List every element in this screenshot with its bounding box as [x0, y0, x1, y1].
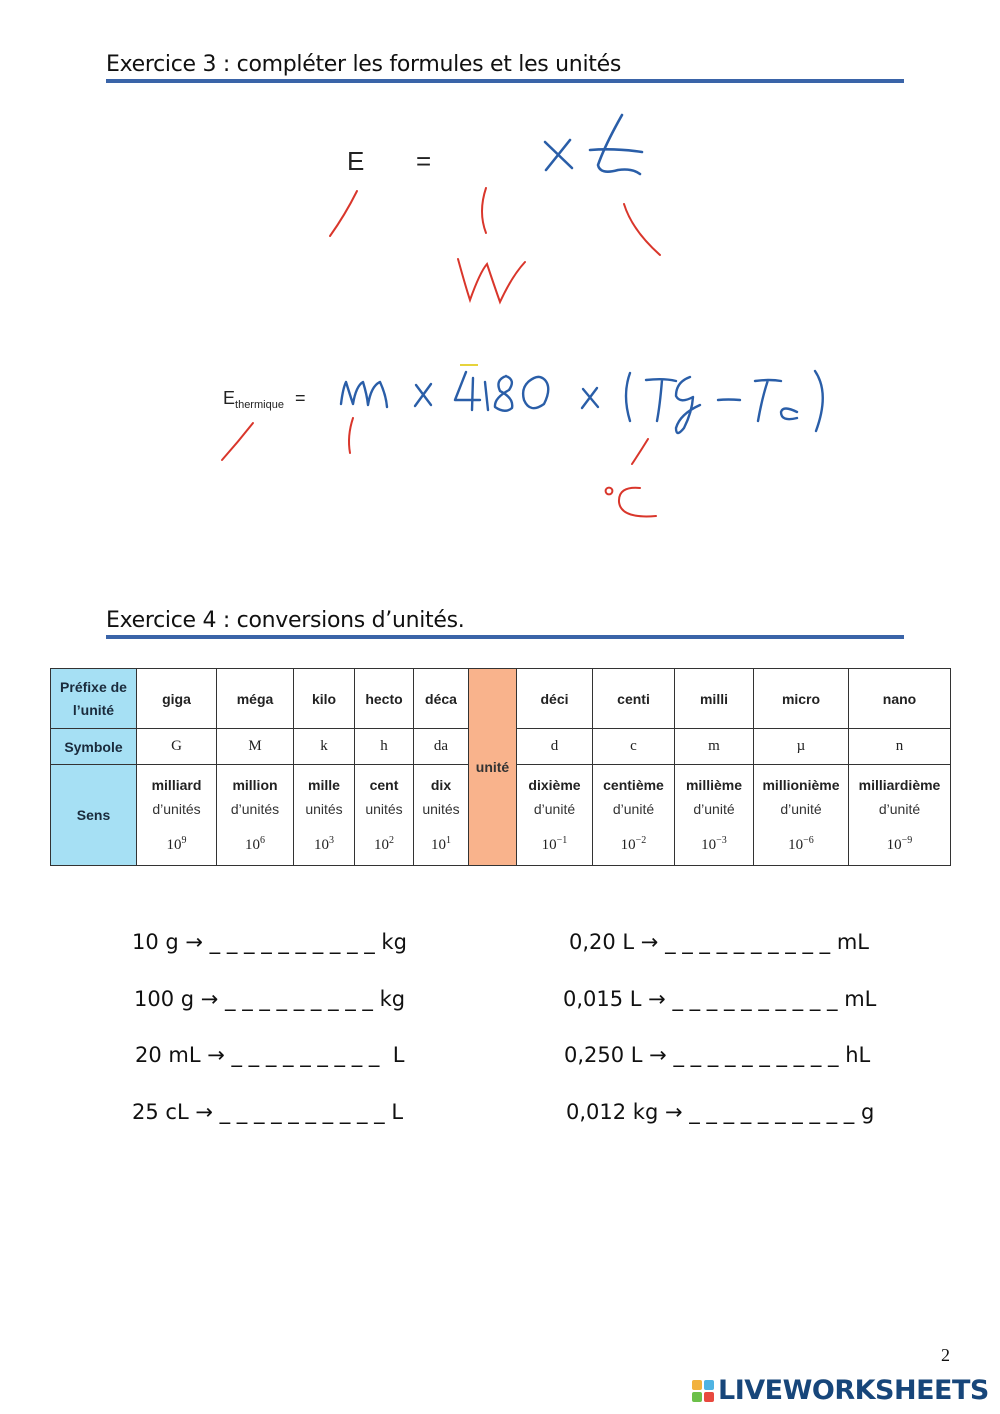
prefix-cell: giga — [137, 669, 217, 729]
sens-cell: dixième d’unité $10^{-1}$ — [517, 765, 593, 866]
page-number: 2 — [941, 1345, 950, 1365]
sens-cell: mille unités $10^3$ — [294, 765, 355, 866]
conversion-item: 10 g → _ _ _ _ _ _ _ _ _ _ kg — [132, 930, 407, 954]
prefix-cell: centi — [593, 669, 675, 729]
conversion-item: 0,015 L → _ _ _ _ _ _ _ _ _ _ mL — [563, 987, 877, 1011]
conversion-item: 0,250 L → _ _ _ _ _ _ _ _ _ _ hL — [564, 1043, 871, 1067]
handwritten-annotations — [0, 0, 1000, 600]
handwriting-red-units — [222, 188, 660, 516]
sens-cell: milliardième d’unité $10^{-9}$ — [849, 765, 951, 866]
row-header-symbol: Symbole — [51, 729, 137, 765]
sens-cell: million d’unités $10^6$ — [217, 765, 294, 866]
exercise3-title: Exercice 3 : compléter les formules et les unités — [106, 52, 621, 77]
row-header-sens: Sens — [51, 765, 137, 866]
exercise3-heading — [106, 52, 904, 83]
conversion-item: 0,012 kg → _ _ _ _ _ _ _ _ _ _ g — [566, 1100, 875, 1124]
symbol-cell: d — [517, 729, 593, 765]
liveworksheets-icon — [692, 1380, 714, 1402]
symbol-cell: k — [294, 729, 355, 765]
symbol-cell: G — [137, 729, 217, 765]
sens-cell: dix unités $10^1$ — [414, 765, 469, 866]
conversion-item: 25 cL → _ _ _ _ _ _ _ _ _ _ L — [132, 1100, 404, 1124]
formula1-lhs: E — [347, 146, 365, 176]
prefix-cell: nano — [849, 669, 951, 729]
row-header-prefix: Préfixe de l’unité — [51, 669, 137, 729]
brand-logo — [692, 1375, 989, 1406]
sens-cell: cent unités $10^2$ — [355, 765, 414, 866]
conversion-item: 20 mL → _ _ _ _ _ _ _ _ _ L — [135, 1043, 405, 1067]
sens-cell: millième d’unité $10^{-3}$ — [675, 765, 754, 866]
prefix-cell: déca — [414, 669, 469, 729]
handwriting-times-t — [545, 115, 642, 174]
symbol-cell: µ — [754, 729, 849, 765]
symbol-cell: h — [355, 729, 414, 765]
symbol-cell: da — [414, 729, 469, 765]
formula1-equals: = — [416, 146, 432, 176]
sens-cell: milliard d’unités $10^9$ — [137, 765, 217, 866]
formula2-lhs: $E_{thermique}$ — [223, 388, 284, 411]
symbol-cell: m — [675, 729, 754, 765]
symbol-cell: M — [217, 729, 294, 765]
formula2-equals: = — [295, 388, 306, 408]
exercise4-heading — [106, 608, 904, 639]
prefix-cell: micro — [754, 669, 849, 729]
prefix-cell: kilo — [294, 669, 355, 729]
symbol-cell: n — [849, 729, 951, 765]
handwriting-thermal-formula — [341, 371, 823, 433]
prefix-cell: milli — [675, 669, 754, 729]
conversion-item: 100 g → _ _ _ _ _ _ _ _ _ kg — [134, 987, 406, 1011]
conversion-item: 0,20 L → _ _ _ _ _ _ _ _ _ _ mL — [569, 930, 869, 954]
brand-name: LIVEWORKSHEETS — [718, 1375, 989, 1406]
sens-cell: millionième d’unité $10^{-6}$ — [754, 765, 849, 866]
prefix-cell: déci — [517, 669, 593, 729]
prefix-cell: méga — [217, 669, 294, 729]
heading-rule — [106, 635, 904, 639]
symbol-cell: c — [593, 729, 675, 765]
exercise4-title: Exercice 4 : conversions d’unités. — [106, 608, 465, 633]
unite-cell: unité — [469, 669, 517, 866]
prefix-cell: hecto — [355, 669, 414, 729]
heading-rule — [106, 79, 904, 83]
sens-cell: centième d’unité $10^{-2}$ — [593, 765, 675, 866]
prefix-row — [51, 669, 951, 729]
prefix-table — [50, 668, 951, 866]
